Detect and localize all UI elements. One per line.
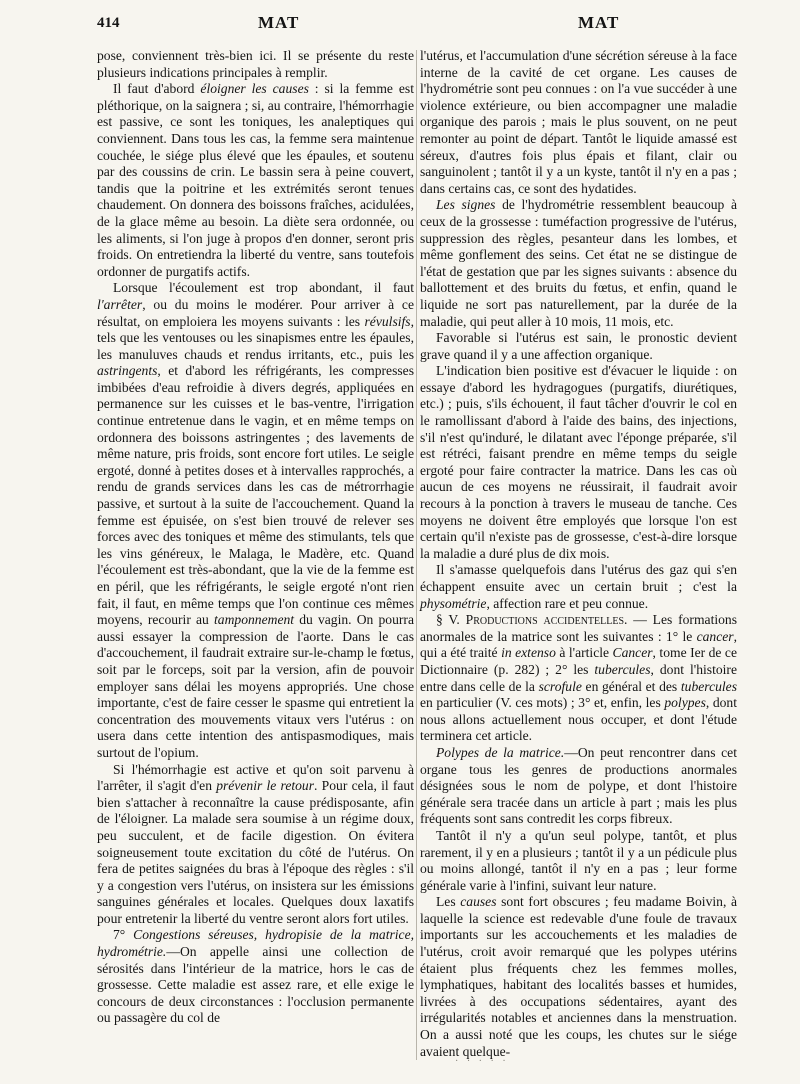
column-divider — [416, 50, 417, 1060]
italic-term: causes — [460, 894, 497, 910]
page-header — [0, 12, 800, 36]
italic-term: Les signes — [436, 197, 496, 213]
paragraph — [420, 197, 737, 330]
text-run: Il s'amasse quelquefois dans l'utérus des gaz qui s'en échappent ensuite avec un certain bruit ; c'est la — [420, 562, 737, 594]
paragraph — [97, 280, 414, 761]
text-run: en général et des — [581, 678, 681, 694]
italic-term: tubercules — [594, 661, 651, 677]
paragraph — [97, 762, 414, 928]
paragraph — [420, 828, 737, 894]
text-run: § V. — [436, 612, 466, 628]
text-run: Si l'hémorrhagie est active et qu'on soit parvenu à l'arrêter, il s'agit d'en — [97, 761, 414, 794]
text-run: sont fort obscures ; feu madame Boivin, à laquelle la science est redevable d'une foule de travaux importants sur les accouchements et les maladies de l'utérus, croit avoir remarqué que les polypes utérins étaient plus fréquents chez les femmes molles, lymphatiques, habitant des localités basses et humides, livrées à des occupations sédentaires, ayant des irrégularités notables et anciennes dans la menstruation. On a aussi noté que les coups, les chutes sur le siége avaient quelque- — [420, 894, 737, 1059]
right-column — [420, 48, 737, 1060]
italic-term: tubercules — [680, 678, 737, 694]
italic-term: polypes — [664, 695, 706, 711]
text-run: Il faut d'abord — [113, 81, 201, 97]
text-run: , affection rare et peu connue. — [486, 595, 649, 611]
paragraph — [97, 927, 414, 1027]
italic-term: astringents — [97, 363, 158, 379]
paragraph — [420, 745, 737, 828]
italic-term: l'arrêter — [97, 296, 143, 312]
running-head-right: MAT — [578, 13, 620, 32]
text-run: L'indication bien positive est d'évacuer le liquide : on essaye d'abord les hydragogues (purgatifs, diurétiques, etc.) ; puis, s'ils échouent, il faut tâcher d'ouvrir le col en le ramollissant d'abord à l'aide des bains, des injections, s'il n'est qu'induré, le dilatant avec l'éponge préparée, s'il est rétréci, faisant prendre en même temps du seigle ergoté pour faire contracter la matrice. Dans les cas où aucun de ces moyens ne réussirait, il faudrait avoir recours à la ponction à travers le museau de tanche. Ces moyens ne doivent être employés que lorsque l'on est certain qu'il n'existe pas de grossesse, c'est-à-dire lorsque la maladie a duré plus de dix mois. — [420, 363, 737, 561]
text-run: — Les formations anormales de la matrice sont les suivantes : 1° le — [420, 612, 738, 644]
italic-term: éloigner les causes — [200, 81, 309, 97]
section-heading: Productions accidentelles. — [465, 612, 628, 628]
left-column — [97, 48, 414, 1027]
text-run: , tome Ier de ce Dictionnaire (p. 282) ; 2° les — [420, 645, 737, 677]
print-specks: · · · · · — [455, 1056, 509, 1067]
paragraph — [420, 894, 737, 1060]
section-heading: Congestions séreuses, hydropisie de la matrice, hydrométrie. — [97, 927, 415, 960]
text-run: Lorsque l'écoulement est trop abondant, il faut — [113, 280, 414, 296]
paragraph — [420, 612, 737, 745]
text-run: à l'article — [555, 645, 613, 661]
text-run: du vagin. On pourra aussi essayer la compression de l'aorte. Dans le cas d'accouchement, il faudrait extraire sur-le-champ le fœtus, soit par le forceps, soit par la version, afin de pouvoir employer sans délai les moyens appropriés. Une chose importante, c'est de faire cesser le spasme qui entretient la concentration des mouvements vitaux vers l'utérus : on usera dans cette intention des antispasmodiques, mais surtout de l'opium. — [97, 612, 414, 760]
text-run: de l'hydrométrie ressemblent beaucoup à ceux de la grossesse : tuméfaction progressive de l'utérus, suppression des règles, pesanteur dans les lombes, et même gonflement des seins. Cet état ne se distingue de l'état de gestation que par les signes suivants : absence du ballottement et des bruits du fœtus, et enfin, quand le liquide ne sort pas naturellement, par la durée de la maladie, qui peut aller à 10 mois, 11 mois, etc. — [420, 197, 737, 329]
text-run: pose, conviennent très-bien ici. Il se présente du reste plusieurs indications principales à remplir. — [97, 48, 414, 80]
text-run: . Pour cela, il faut bien s'attacher à reconnaître la cause prédisposante, afin de l'éloigner. La malade sera soumise à un régime doux, peu succulent, et de facile digestion. On évitera soigneusement toute excitation du côté de l'utérus. On fera de petites saignées du bras à l'époque des règles : s'il y a congestion vers l'utérus, on insistera sur les émissions sanguines générales et locales. Quelques doux laxatifs pour entretenir la liberté du ventre seront alors fort utiles. — [97, 778, 414, 926]
italic-term: scrofule — [538, 678, 582, 694]
text-run: 7° — [113, 927, 134, 943]
paragraph — [420, 48, 737, 197]
paragraph — [420, 330, 737, 363]
text-run: , dont nous allons actuellement nous occuper, et dont l'étude terminera cet article. — [420, 695, 737, 744]
text-run: Tantôt il n'y a qu'un seul polype, tantôt, et plus rarement, il y en a plusieurs ; tantôt il y a un pédicule plus ou moins allongé, tantôt il n'y en a pas ; leur forme générale varie à l'infini, suivant leur nature. — [420, 827, 737, 893]
section-heading: Polypes de la matrice. — [436, 744, 565, 760]
text-run: : si la femme est pléthorique, on la saignera ; si, au contraire, l'hémorrhagie est passive, ce sont les toniques, les analeptiques qui conviennent. Dans tous les cas, la femme sera maintenue couchée, le siége plus élevé que les épaules, et soutenu par des coussins de crin. Le bassin sera à peine couvert, tandis que la poitrine et les extrémités seront tenues chaudement. On donnera des boissons fraîches, acidulées, de la glace même au besoin. La diète sera ordonnée, ou les aliments, si l'on juge à propos d'en donner, seront pris froids. On entretiendra la liberté du ventre, sans toutefois ordonner de purgatifs actifs. — [97, 81, 414, 279]
text-run: en particulier (V. ces mots) ; 3° et, enfin, les — [420, 695, 665, 711]
text-run: , et d'abord les réfrigérants, les compresses imbibées d'eau refroidie à divers degrés, appliquées en permanence sur les cuisses et le bas-ventre, l'irrigation continue entretenue dans le vagin, et en même temps on ordonnera des boissons astringentes ; des lavements de même nature, pris froids, sont encore fort utiles. Le seigle ergoté, donné à petites doses et à intervalles rapprochés, a rendu de grands services dans les cas de métrorrhagie passive, et surtout à la suite de l'accouchement. Quand la femme est épuisée, on s'est bien trouvé de relever ses forces avec des toniques et même des stimulants, tels que les vins généreux, le Malaga, le Madère, etc. Quand l'écoulement est très-abondant, que la vie de la femme est en péril, que les réfrigérants, le seigle ergoté n'ont rien fait, il faut, en même temps que l'on continue ces mêmes moyens, recourir au — [97, 363, 414, 628]
text-run: Les — [436, 894, 461, 910]
text-run: —On appelle ainsi une collection de sérosités dans l'intérieur de la matrice, hors le cas de grossesse. Cette maladie est assez rare, et elle exige le concours de deux circonstances : l'occlusion permanente ou passagère du col de — [97, 944, 414, 1026]
paragraph — [97, 48, 414, 81]
paragraph — [97, 81, 414, 280]
text-run: Favorable si l'utérus est sain, le pronostic devient grave quand il y a une affection organique. — [420, 330, 737, 362]
italic-term: tamponnement — [214, 612, 295, 628]
italic-term: physométrie — [420, 595, 487, 611]
paragraph — [420, 363, 737, 562]
running-head-left: MAT — [258, 13, 300, 32]
italic-term: in extenso — [501, 645, 556, 661]
text-run: —On peut rencontrer dans cet organe tous les genres de productions anormales désignées sous le nom de polype, et dont l'histoire générale sera tracée dans un article à part ; mais les plus fréquents sont sans contredit les corps fibreux. — [420, 744, 737, 827]
italic-term: révulsifs — [364, 313, 411, 329]
text-run: l'utérus, et l'accumulation d'une sécrétion séreuse à la face interne de la cavité de cet organe. Les causes de l'hydrométrie sont peu connues : on l'a vue succéder à une violence extérieure, ou bien accompagner une maladie organique des parois ; mais le plus souvent, on ne peut remonter au point de départ. Tantôt le liquide amassé est séreux, d'autres fois plus épais et filant, clair ou sanguinolent ; tantôt il y a un kyste, tantôt il n'y en a pas ; dans certains cas, ce sont des hydatides. — [420, 48, 737, 196]
paragraph — [420, 562, 737, 612]
italic-term: Cancer — [612, 645, 653, 661]
italic-term: cancer — [696, 628, 734, 644]
text-run: , ou du moins le modérer. Pour arriver à ce résultat, on emploiera les moyens suivants : les — [97, 296, 414, 329]
text-run: , qui a été traité — [420, 628, 737, 661]
page-number: 414 — [97, 15, 120, 31]
italic-term: prévenir le retour — [216, 778, 315, 794]
text-run: , dont l'histoire entre dans celle de la — [420, 661, 737, 694]
text-run: , tels que les ventouses ou les sinapismes entre les épaules, les manuluves chauds et rendus irritants, etc., puis les — [97, 313, 414, 362]
